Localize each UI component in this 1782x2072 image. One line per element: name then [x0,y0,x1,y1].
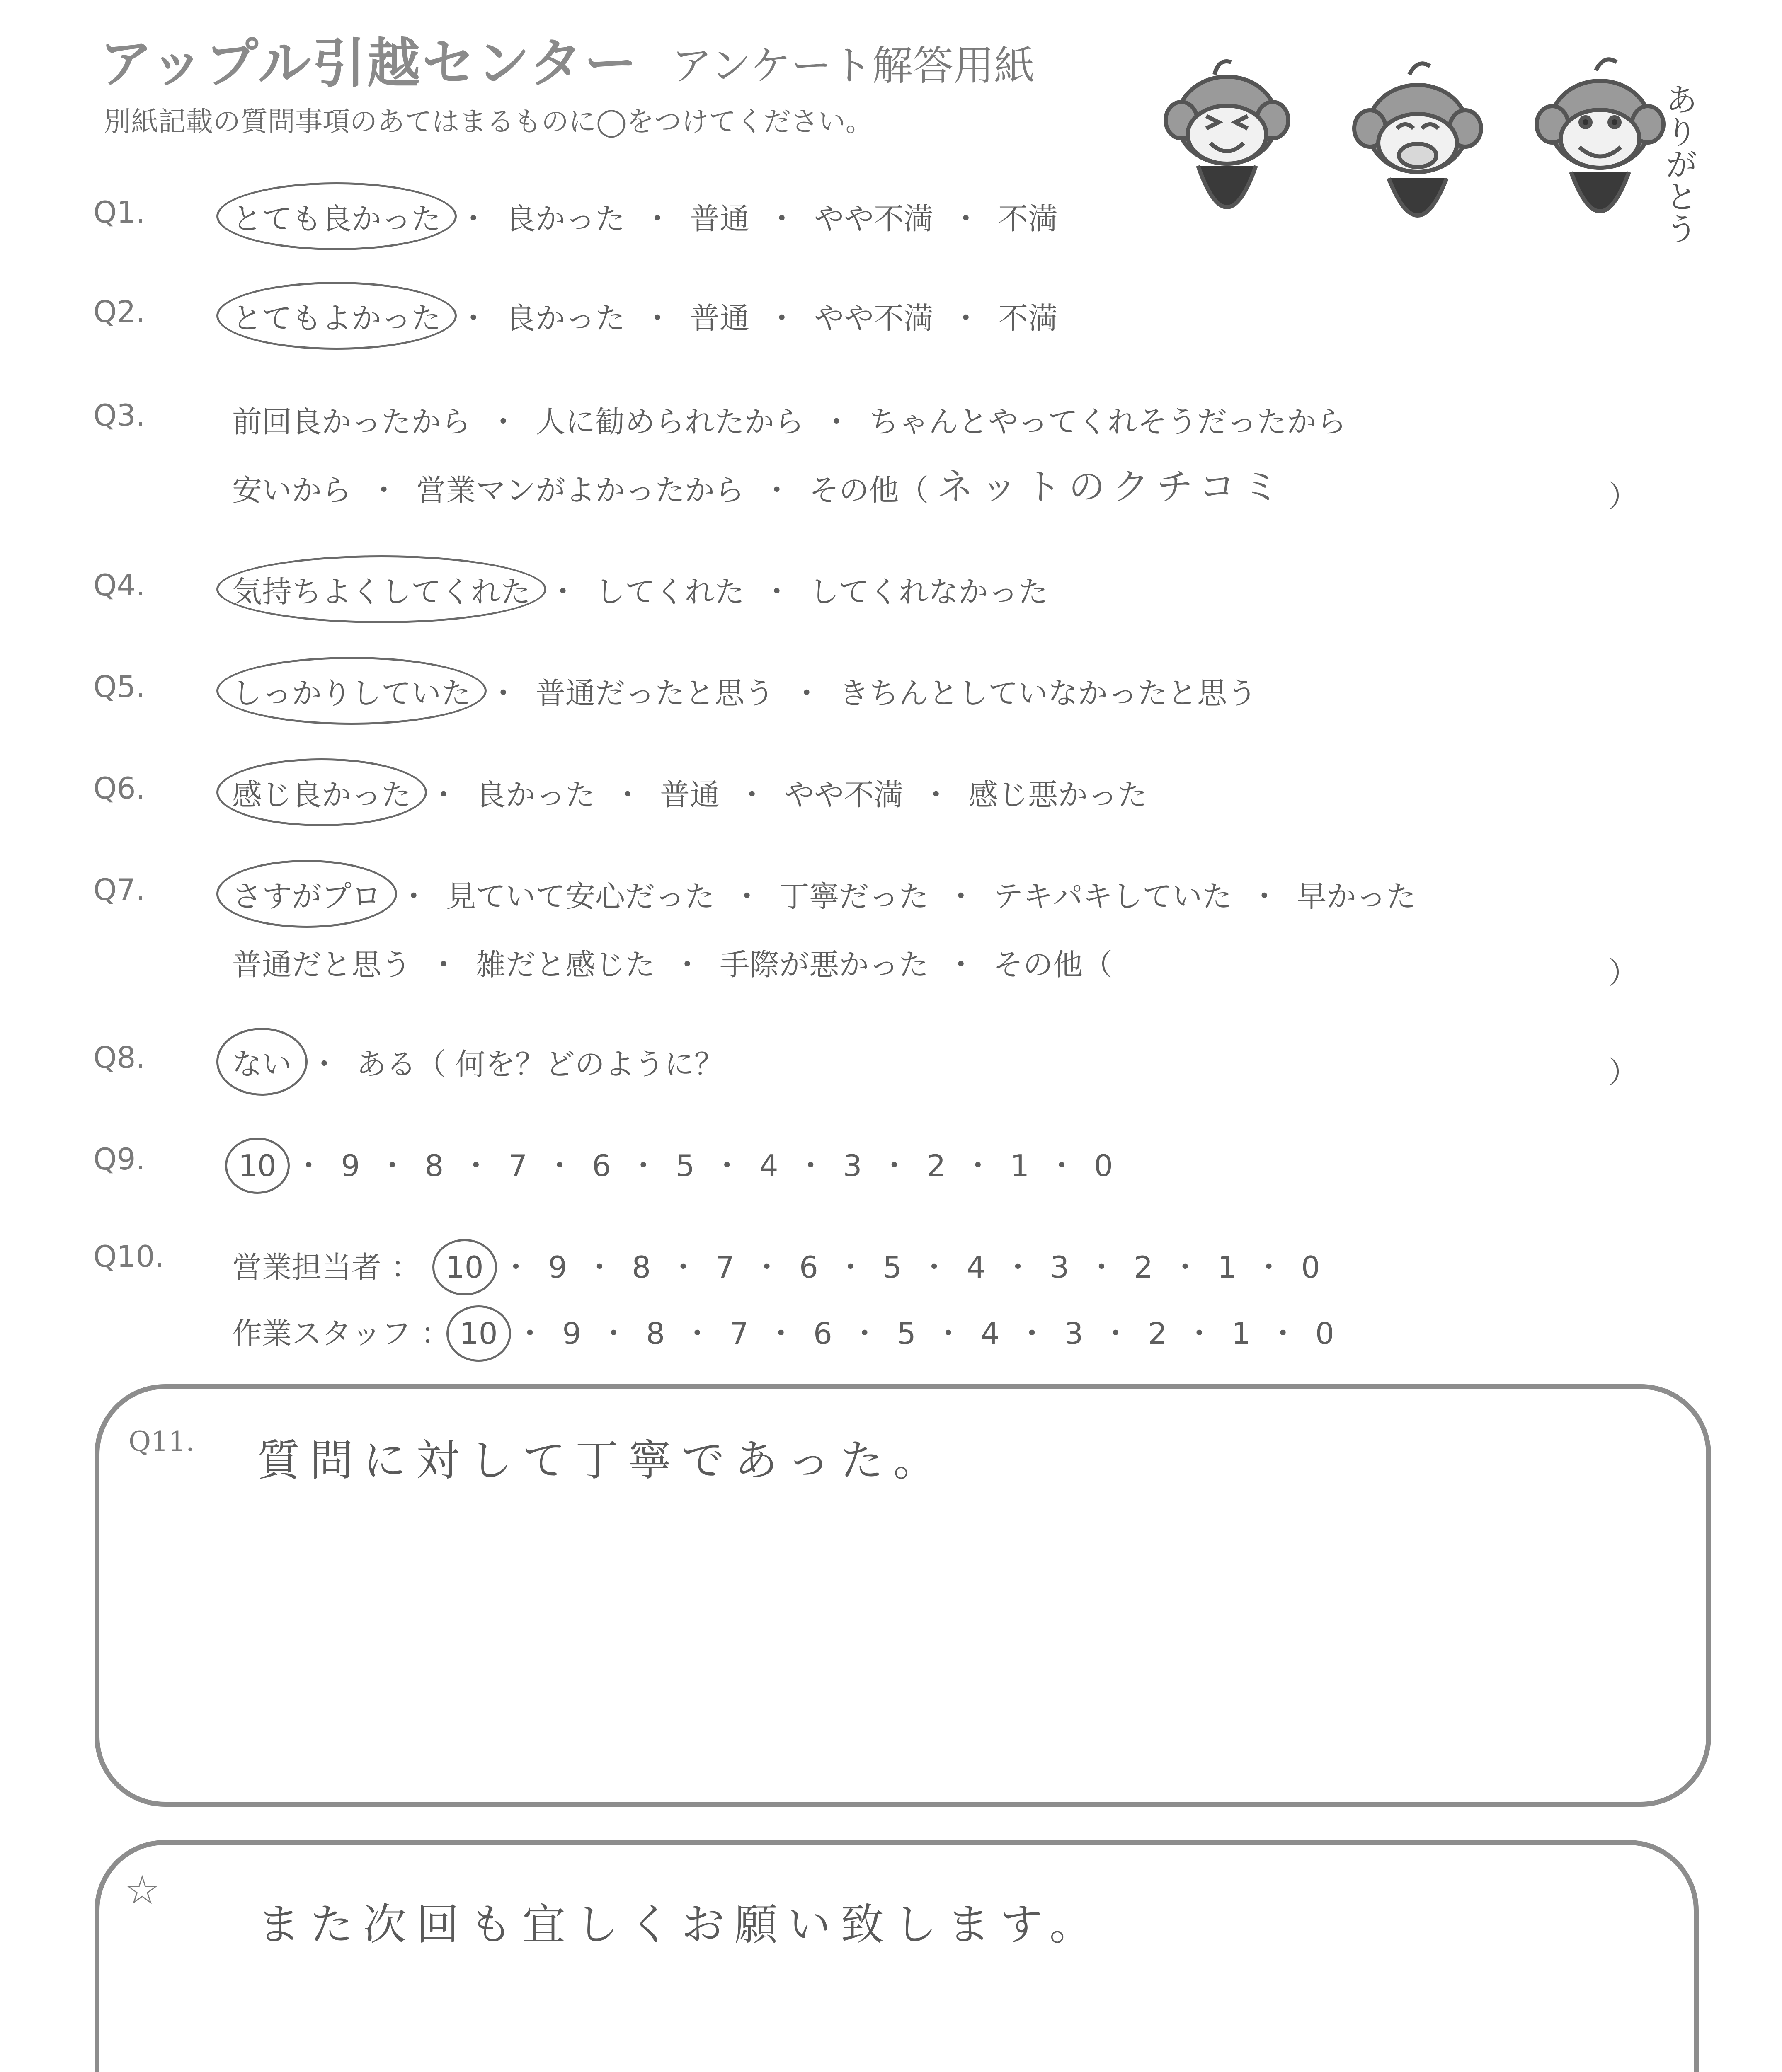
q10-sales-score[interactable]: 3 [1050,1250,1069,1285]
q11-answer[interactable]: 質問に対して丁寧であった。 [257,1435,946,1486]
q10-staff-score[interactable]: 1 [1232,1316,1251,1351]
q2-option-selected[interactable]: とてもよかった [232,294,441,337]
q2-option[interactable]: 普通 [690,301,750,336]
q10-sales-score-selected[interactable]: 10 [446,1250,484,1285]
q10-sales-score[interactable]: 0 [1301,1250,1320,1285]
q6-option[interactable]: 普通 [660,777,720,812]
q1-option[interactable]: やや不満 [814,201,934,236]
q5-option-selected[interactable]: しっかりしていた [232,669,471,712]
q9-score-selected[interactable]: 10 [238,1148,276,1183]
q3-option-other[interactable]: その他（ [809,473,929,508]
q1-option[interactable]: 良かった [506,201,626,236]
mascot-illustration [1136,33,1708,257]
q3-option[interactable]: 安いから [232,473,352,508]
q10-sales-score[interactable]: 9 [548,1250,567,1285]
q2-option[interactable]: やや不満 [814,301,934,336]
q7-options-line1: さすがプロ ・ 見ていて安心だった ・ 丁寧だった ・ テキパキしていた ・ 早かった [232,872,1416,915]
q3-option[interactable]: 人に勧められたから [536,404,805,439]
q10-sales-score[interactable]: 2 [1134,1250,1153,1285]
q10-sales-score[interactable]: 4 [966,1250,986,1285]
q10-sales-score[interactable]: 8 [632,1250,651,1285]
q7-option[interactable]: 見ていて安心だった [446,879,715,914]
q6-option[interactable]: 良かった [476,777,596,812]
q10-staff-score[interactable]: 4 [980,1316,1000,1351]
q1-options: とても良かった ・ 良かった ・ 普通 ・ やや不満 ・ 不満 [232,195,1058,238]
q7-option[interactable]: テキパキしていた [993,879,1232,914]
q3-options-line2: 安いから ・ 営業マンがよかったから ・ その他（ [232,466,929,509]
q7-option[interactable]: 雑だと感じた [476,947,655,982]
q1-label: Q1. [93,195,145,230]
q9-score[interactable]: 0 [1094,1148,1113,1183]
form-subtitle: アンケート解答用紙 [672,42,1035,90]
q7-option[interactable]: 手際が悪かった [720,947,929,982]
q9-score[interactable]: 6 [592,1148,611,1183]
q6-options: 感じ良かった ・ 良かった ・ 普通 ・ やや不満 ・ 感じ悪かった [232,771,1147,814]
q10-staff-score[interactable]: 9 [562,1316,582,1351]
q5-label: Q5. [93,669,145,704]
q9-score[interactable]: 1 [1010,1148,1030,1183]
star-icon: ☆ [124,1867,160,1913]
q3-option[interactable]: 営業マンがよかったから [416,473,745,508]
q7-option[interactable]: 早かった [1297,879,1416,914]
q8-option[interactable]: ある（ 何を？どのように？ [356,1047,724,1082]
q6-option[interactable]: 感じ悪かった [968,777,1148,812]
q7-label: Q7. [93,872,145,907]
q8-close-paren: ） [1608,1055,1639,1090]
q8-label: Q8. [93,1040,145,1075]
q2-option[interactable]: 良かった [506,301,626,336]
q4-option-selected[interactable]: 気持ちよくしてくれた [232,568,531,611]
q10-sales-score[interactable]: 7 [715,1250,735,1285]
q6-option-selected[interactable]: 感じ良かった [232,771,411,814]
q7-option-selected[interactable]: さすがプロ [232,872,381,915]
q7-options-line2: 普通だと思う ・ 雑だと感じた ・ 手際が悪かった ・ その他（ [232,941,1113,984]
q7-close-paren: ） [1608,956,1639,990]
q9-score[interactable]: 2 [926,1148,946,1183]
q3-close-paren: ） [1608,479,1639,514]
q10-staff-score[interactable]: 5 [897,1316,916,1351]
q3-option[interactable]: ちゃんとやってくれそうだったから [869,404,1347,439]
q6-label: Q6. [93,771,145,806]
q7-option[interactable]: 丁寧だった [779,879,929,914]
q10-staff-score[interactable]: 6 [813,1316,832,1351]
q10-sales-score[interactable]: 6 [799,1250,818,1285]
star-comment-box[interactable] [95,1840,1699,2072]
q3-option[interactable]: 前回良かったから [232,404,471,439]
q10-staff-row: 作業スタッフ ： 10 ・ 9 ・ 8 ・ 7 ・ 6 ・ 5 ・ 4 ・ 3 ・ 2 ・ 1 ・ 0 [232,1310,1334,1353]
q9-score[interactable]: 5 [675,1148,695,1183]
q10-staff-score-selected[interactable]: 10 [460,1316,498,1351]
q10-sales-score[interactable]: 5 [883,1250,902,1285]
q6-option[interactable]: やや不満 [784,777,904,812]
q9-label: Q9. [93,1142,145,1176]
q5-option[interactable]: きちんとしていなかったと思う [839,676,1257,711]
q1-option[interactable]: 普通 [690,201,750,236]
star-answer[interactable]: また次回も宜しくお願い致します。 [257,1899,1103,1950]
q9-score[interactable]: 9 [341,1148,360,1183]
q7-option[interactable]: 普通だと思う [232,947,412,982]
q10-sales-score[interactable]: 1 [1217,1250,1236,1285]
form-instruction: 別紙記載の質問事項のあてはまるものに◯をつけてください。 [104,106,873,138]
q11-label: Q11. [128,1426,195,1457]
q10-staff-score[interactable]: 8 [646,1316,665,1351]
q2-option[interactable]: 不満 [998,301,1058,336]
q9-score[interactable]: 8 [424,1148,444,1183]
q5-option[interactable]: 普通だったと思う [536,676,775,711]
q3-other-answer[interactable]: ネットのクチコミ [937,465,1287,508]
mascot-caption: ありがとう [1660,83,1697,244]
q8-options: ない ・ ある（ 何を？どのように？ [232,1040,724,1083]
q10-staff-score[interactable]: 2 [1148,1316,1167,1351]
brand-title: アップル引越センター [99,33,639,94]
q10-staff-label: 作業スタッフ ： [232,1316,451,1351]
q10-label: Q10. [93,1239,165,1274]
q9-score[interactable]: 7 [508,1148,528,1183]
q4-label: Q4. [93,568,145,603]
q9-score[interactable]: 3 [843,1148,862,1183]
q10-staff-score[interactable]: 3 [1064,1316,1084,1351]
q3-label: Q3. [93,398,145,433]
q10-staff-score[interactable]: 7 [730,1316,749,1351]
q4-options: 気持ちよくしてくれた ・ してくれた ・ してくれなかった [232,568,1048,611]
q1-option[interactable]: 不満 [998,201,1058,236]
q8-option-selected[interactable]: ない [232,1040,292,1083]
q10-sales-row: 営業担当者 ： 10 ・ 9 ・ 8 ・ 7 ・ 6 ・ 5 ・ 4 ・ 3 ・ 2 ・ 1 ・ 0 [232,1243,1320,1286]
q2-options: とてもよかった ・ 良かった ・ 普通 ・ やや不満 ・ 不満 [232,294,1058,337]
q1-option-selected[interactable]: とても良かった [232,195,441,238]
q9-scale: 10 ・ 9 ・ 8 ・ 7 ・ 6 ・ 5 ・ 4 ・ 3 ・ 2 ・ 1 ・ 0 [238,1142,1113,1185]
q10-staff-score[interactable]: 0 [1315,1316,1334,1351]
q7-option-other[interactable]: その他（ [993,947,1113,982]
q4-option[interactable]: してくれた [595,574,745,609]
q3-options-line1: 前回良かったから ・ 人に勧められたから ・ ちゃんとやってくれそうだったから [232,398,1346,441]
monkey-mascots-icon [1136,33,1708,257]
q10-sales-label: 営業担当者 ： [232,1250,421,1285]
q4-option[interactable]: してくれなかった [809,574,1048,609]
q5-options: しっかりしていた ・ 普通だったと思う ・ きちんとしていなかったと思う [232,669,1257,712]
q2-label: Q2. [93,294,145,329]
q9-score[interactable]: 4 [759,1148,778,1183]
